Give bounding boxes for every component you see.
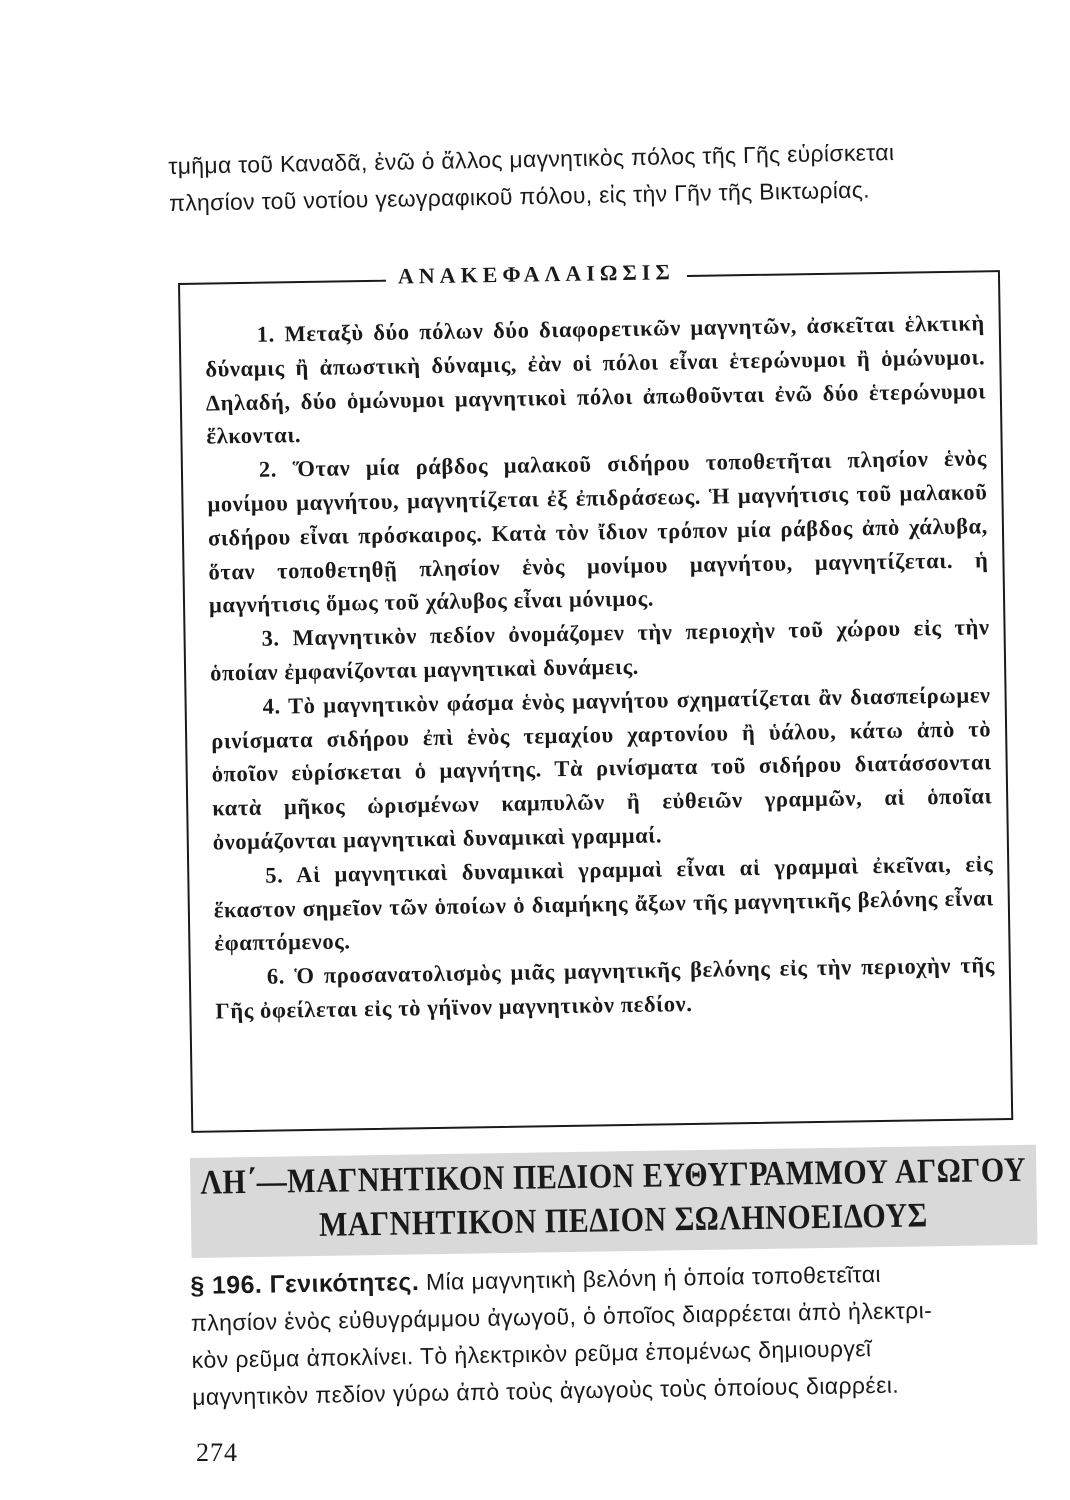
summary-item-3: 3. Μαγνητικὸν πεδίον ὀνομάζομεν τὴν περιοχὴν τοῦ χώρου εἰς τὴν ὁποίαν ἐμφανίζονται μαγνητικαὶ δυνάμεις. bbox=[209, 614, 990, 686]
intro-line-1: τμῆμα τοῦ Καναδᾶ, ἐνῶ ὁ ἄλλος μαγνητικὸς πόλος τῆς Γῆς εὑρίσκεται bbox=[168, 139, 895, 179]
section-heading bbox=[190, 1145, 1037, 1258]
section-body bbox=[190, 1253, 1042, 1416]
summary-item-6: 6. Ὁ προσανατολισμὸς μιᾶς μαγνητικῆς βελόνης εἰς τὴν περιοχὴν τῆς Γῆς ὀφείλεται εἰς τὸ γήϊνον μαγνητικὸν πεδίον. bbox=[215, 952, 996, 1024]
summary-box bbox=[178, 259, 1013, 1133]
intro-line-2: πλησίον τοῦ νοτίου γεωγραφικοῦ πόλου, εἰς τὴν Γῆν τῆς Βικτωρίας. bbox=[168, 176, 871, 216]
summary-item-1: 1. Μεταξὺ δύο πόλων δύο διαφορετικῶν μαγνητῶν, ἀσκεῖται ἑλκτικὴ δύναμις ἢ ἀπωστικὴ δύναμις, ἐὰν οἱ πόλοι εἶναι ἑτερώνυμοι ἢ ὁμώνυμοι. Δηλαδή, δύο ὁμώνυμοι μαγνητικοὶ πόλοι ἀπωθοῦνται ἐνῶ δύο ἑτερώνυμοι ἕλκονται. bbox=[205, 310, 986, 449]
intro-text bbox=[168, 132, 1019, 222]
paragraph-label: § 196. Γενικότητες. bbox=[190, 1268, 420, 1300]
section-line-3: κὸν ρεῦμα ἀποκλίνει. Τὸ ἠλεκτρικὸν ρεῦμα ἑπομένως δημιουργεῖ bbox=[191, 1335, 872, 1373]
summary-title: ΑΝΑΚΕΦΑΛΑΙΩΣΙΣ bbox=[386, 259, 687, 290]
section-first-line-rest: Μία μαγνητικὴ βελόνη ἡ ὁποία τοποθετεῖται bbox=[425, 1260, 882, 1295]
summary-item-4: 4. Τὸ μαγνητικὸν φάσμα ἑνὸς μαγνήτου σχηματίζεται ἂν διασπείρωμεν ρινίσματα σιδήρου ἐπὶ ἑνὸς τεμαχίου χαρτονίου ἢ ὑάλου, κάτω ἀπὸ τὸ ὁποῖον εὑρίσκεται ὁ μαγνήτης. Τὰ ρινίσματα τοῦ σιδήρου διατάσσονται κατὰ μῆκος ὡρισμένων καμπυλῶν ἢ εὐθειῶν γραμμῶν, αἱ ὁποῖαι ὀνομάζονται μαγνητικαὶ δυναμικαὶ γραμμαί. bbox=[210, 682, 993, 855]
page-number: 274 bbox=[196, 1438, 238, 1467]
section-heading-line-1: ΛΗ΄—ΜΑΓΝΗΤΙΚΟΝ ΠΕΔΙΟΝ ΕΥΘΥΓΡΑΜΜΟΥ ΑΓΩΓΟΥ bbox=[200, 1150, 1027, 1202]
section-line-2: πλησίον ἑνὸς εὐθυγράμμου ἀγωγοῦ, ὁ ὁποῖος διαρρέεται ἀπὸ ἠλεκτρι- bbox=[190, 1297, 933, 1336]
summary-items bbox=[205, 306, 996, 1028]
summary-item-2: 2. Ὅταν μία ράβδος μαλακοῦ σιδήρου τοποθετῆται πλησίον ἑνὸς μονίμου μαγνήτου, μαγνητίζεται ἐξ ἐπιδράσεως. Ἡ μαγνήτισις τοῦ μαλακοῦ σιδήρου εἶναι πρόσκαιρος. Κατὰ τὸν ἴδιον τρόπον μία ράβδος ἀπὸ χάλυβα, ὅταν τοποθετηθῇ πλησίον ἑνὸς μονίμου μαγνήτου, μαγνητίζεται. ἡ μαγνήτισις ὅμως τοῦ χάλυβος εἶναι μόνιμος. bbox=[207, 445, 989, 618]
summary-item-5: 5. Αἱ μαγνητικαὶ δυναμικαὶ γραμμαὶ εἶναι αἱ γραμμαὶ ἐκεῖναι, εἰς ἕκαστον σημεῖον τῶν ὁποίων ὁ διαμήκης ἄξων τῆς μαγνητικῆς βελόνης εἶναι ἐφαπτόμενος. bbox=[213, 851, 994, 956]
section-heading-line-2: ΜΑΓΝΗΤΙΚΟΝ ΠΕΔΙΟΝ ΣΩΛΗΝΟΕΙΔΟΥΣ bbox=[318, 1196, 929, 1244]
section-line-4: μαγνητικὸν πεδίον γύρω ἀπὸ τοὺς ἀγωγοὺς τοὺς ὁποίους διαρρέει. bbox=[192, 1371, 900, 1410]
